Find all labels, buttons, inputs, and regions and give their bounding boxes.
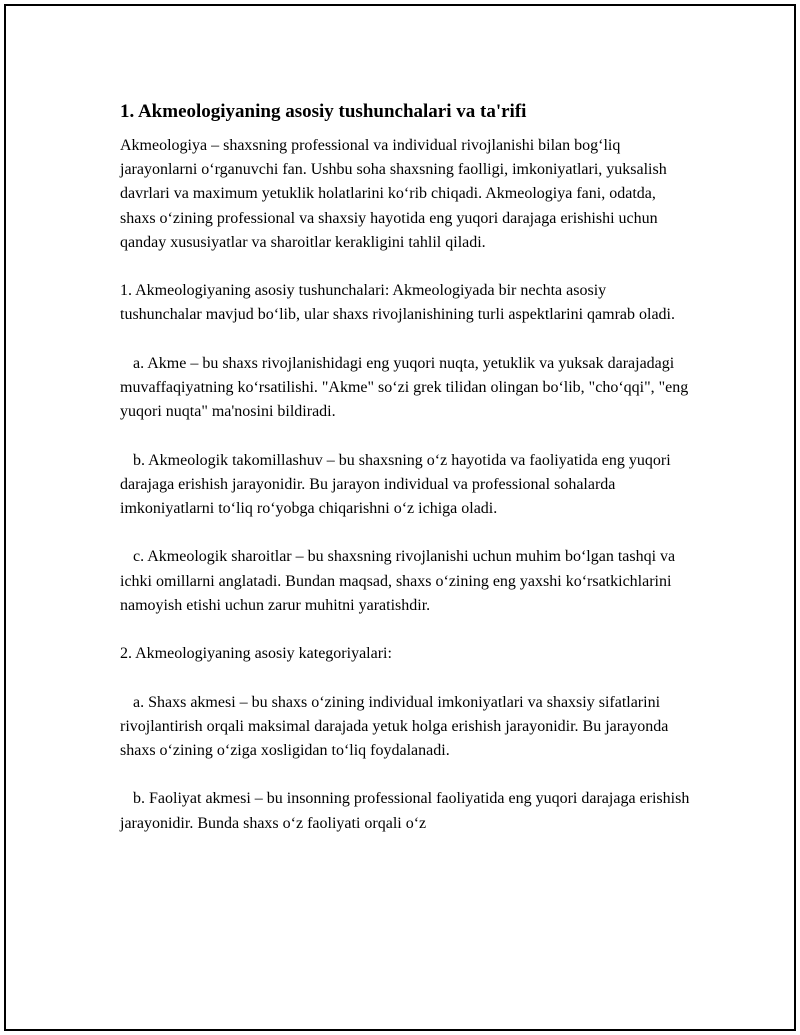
concepts-heading-paragraph: 1. Akmeologiyaning asosiy tushunchalari: Akmeologiyada bir nechta asosiy tushunchalar mavjud bo‘lib, ular shaxs rivojlanishining turli aspektlarini qamrab oladi. <box>120 282 675 324</box>
section-title: 1. Akmeologiyaning asosiy tushunchalari va ta'rifi <box>120 101 527 122</box>
document-page <box>4 4 796 1031</box>
category-person-akme-paragraph: a. Shaxs akmesi – bu shaxs o‘zining individual imkoniyatlari va shaxsiy sifatlarini rivojlantirish orqali maksimal darajada yetuk holga erishish jarayonidir. Bu jarayonda shaxs o‘zining o‘ziga xosligidan to‘liq foydalanadi. <box>120 693 669 759</box>
category-activity-akme-paragraph: b. Faoliyat akmesi – bu insonning professional faoliyatida eng yuqori darajaga erishish jarayonidir. Bunda shaxs o‘z faoliyati orqali o‘z <box>120 790 690 832</box>
concept-akme-paragraph: a. Akme – bu shaxs rivojlanishidagi eng yuqori nuqta, yetuklik va yuksak darajadagi muvaffaqiyatning ko‘rsatilishi. "Akme" so‘zi grek tilidan olingan bo‘lib, "cho‘qqi", "eng yuqori nuqta" ma'nosini bildiradi. <box>120 354 689 421</box>
categories-heading-paragraph: 2. Akmeologiyaning asosiy kategoriyalari: <box>120 645 392 663</box>
concept-conditions-paragraph: c. Akmeologik sharoitlar – bu shaxsning rivojlanishi uchun muhim bo‘lgan tashqi va ichki omillarni anglatadi. Bundan maqsad, shaxs o‘zining eng yaxshi ko‘rsatkichlarini namoyish etishi uchun zarur muhitni yaratishdir. <box>120 548 676 614</box>
concept-improvement-paragraph: b. Akmeologik takomillashuv – bu shaxsning o‘z hayotida va faoliyatida eng yuqori darajaga erishish jarayonidir. Bu jarayon individual va professional sohalarda imkoniyatlarni to‘liq ro‘yobga chiqarishni o‘z ichiga oladi. <box>120 451 671 517</box>
document-body <box>120 100 690 836</box>
intro-paragraph: Akmeologiya – shaxsning professional va individual rivojlanishi bilan bog‘liq jarayonlarni o‘rganuvchi fan. Ushbu soha shaxsning faolligi, imkoniyatlari, yuksalish davrlari va maximum yetuklik holatlarini ko‘rib chiqadi. Akmeologiya fani, odatda, shaxs o‘zining professional va shaxsiy hayotida eng yuqori darajaga erishishi uchun qanday xususiyatlar va sharoitlar kerakligini tahlil qiladi. <box>120 137 667 251</box>
